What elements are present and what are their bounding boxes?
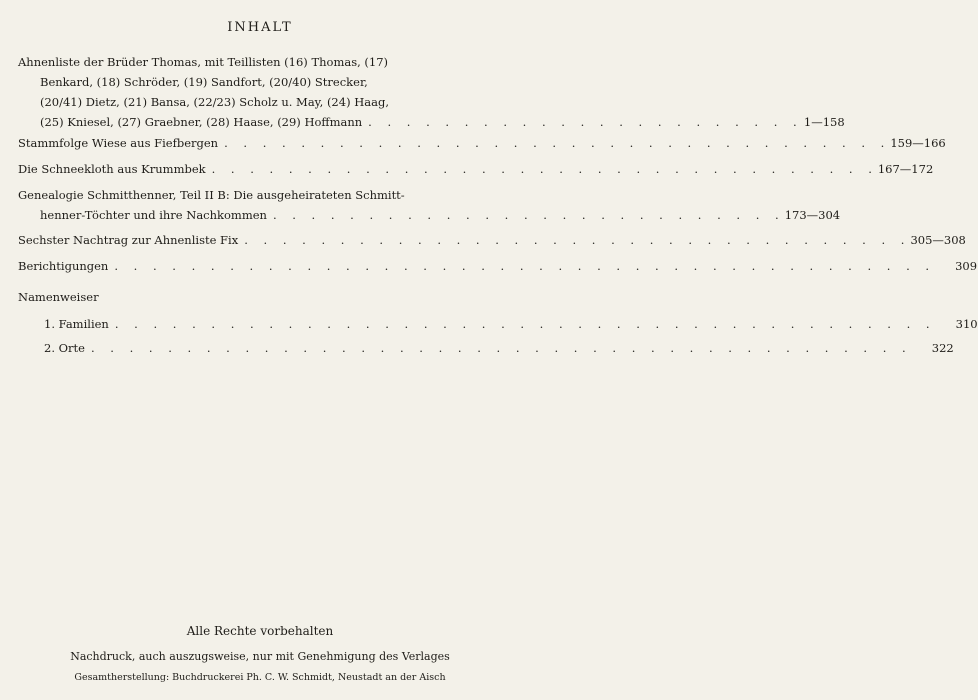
toc-line: Genealogie Schmitthenner, Teil II B: Die ausgeheirateten Schmitt-: [18, 188, 405, 202]
toc-entry-stammfolge-wiese: [18, 133, 946, 153]
toc-entry-orte: [44, 338, 954, 358]
toc-last-line: [18, 159, 934, 179]
toc-title: 2. Orte: [44, 341, 85, 355]
rights-notice: Alle Rechte vorbehalten: [186, 624, 334, 638]
toc-entry-schneekloth: [18, 159, 934, 179]
leader-dots: . . . . . . . . . . . . . . . . . . . . . . . . . . . . . . . . . . . . . . . . . . .: [90, 341, 912, 355]
toc-line: Ahnenliste der Brüder Thomas, mit Teillisten (16) Thomas, (17): [18, 55, 389, 69]
leader-dots: . . . . . . . . . . . . . . . . . . . . . . .: [368, 115, 803, 129]
toc-last-line: [44, 314, 978, 334]
leader-dots: . . . . . . . . . . . . . . . . . . . . . . . . . . .: [272, 208, 785, 222]
toc-title: Sechster Nachtrag zur Ahnenliste Fix: [18, 233, 239, 247]
page-number: 310: [955, 317, 978, 331]
toc-line: henner-Töchter und ihre Nachkommen: [40, 208, 267, 222]
toc-title: 1. Familien: [44, 317, 109, 331]
toc-last-line: [18, 230, 966, 250]
toc-title: Berichtigungen: [18, 259, 109, 273]
leader-dots: . . . . . . . . . . . . . . . . . . . . . . . . . . . . . . . . . . . . . . . . . . .: [114, 259, 936, 273]
toc-title: Stammfolge Wiese aus Fiefbergen: [18, 136, 219, 150]
leader-dots: . . . . . . . . . . . . . . . . . . . . . . . . . . . . . . . . . . . . . . . . . . .: [114, 317, 936, 331]
toc-title: Die Schneekloth aus Krummbek: [18, 162, 206, 176]
toc-line: (25) Kniesel, (27) Graebner, (28) Haase, (29) Hoffmann: [40, 115, 363, 129]
leader-dots: . . . . . . . . . . . . . . . . . . . . . . . . . . . . . . . . . . .: [224, 136, 891, 150]
page-number: 1—158: [803, 115, 845, 129]
namenweiser-title: Namenweiser: [18, 290, 99, 304]
leader-dots: . . . . . . . . . . . . . . . . . . . . . . . . . . . . . . . . . . .: [211, 162, 878, 176]
page-heading: INHALT: [227, 20, 293, 35]
toc-entry-genealogie-schmitthenner: [18, 185, 841, 225]
toc-entry-familien: [44, 314, 978, 334]
toc-last-line: [18, 205, 841, 225]
toc-entry-sechster-nachtrag: [18, 230, 966, 250]
reprint-notice: Nachdruck, auch auszugsweise, nur mit Genehmigung des Verlages: [70, 650, 450, 663]
page-number: 173—304: [784, 208, 841, 222]
page-number: 159—166: [890, 136, 946, 150]
page-number: 322: [931, 341, 954, 355]
page-number: 309: [955, 259, 978, 273]
printer-imprint: Gesamtherstellung: Buchdruckerei Ph. C. W. Schmidt, Neustadt an der Aisch: [74, 672, 446, 683]
toc-entry-ahnenliste-thomas: [18, 52, 845, 132]
leader-dots: . . . . . . . . . . . . . . . . . . . . . . . . . . . . . . . . . . .: [244, 233, 911, 247]
toc-entry-berichtigungen: [18, 256, 978, 276]
page-number: 305—308: [910, 233, 966, 247]
toc-last-line: [18, 112, 845, 132]
toc-last-line: [18, 256, 978, 276]
toc-line: Benkard, (18) Schröder, (19) Sandfort, (20/40) Strecker,: [40, 75, 368, 89]
page-number: 167—172: [877, 162, 934, 176]
toc-last-line: [18, 133, 946, 153]
toc-line: (20/41) Dietz, (21) Bansa, (22/23) Scholz u. May, (24) Haag,: [40, 95, 389, 109]
toc-last-line: [44, 338, 954, 358]
